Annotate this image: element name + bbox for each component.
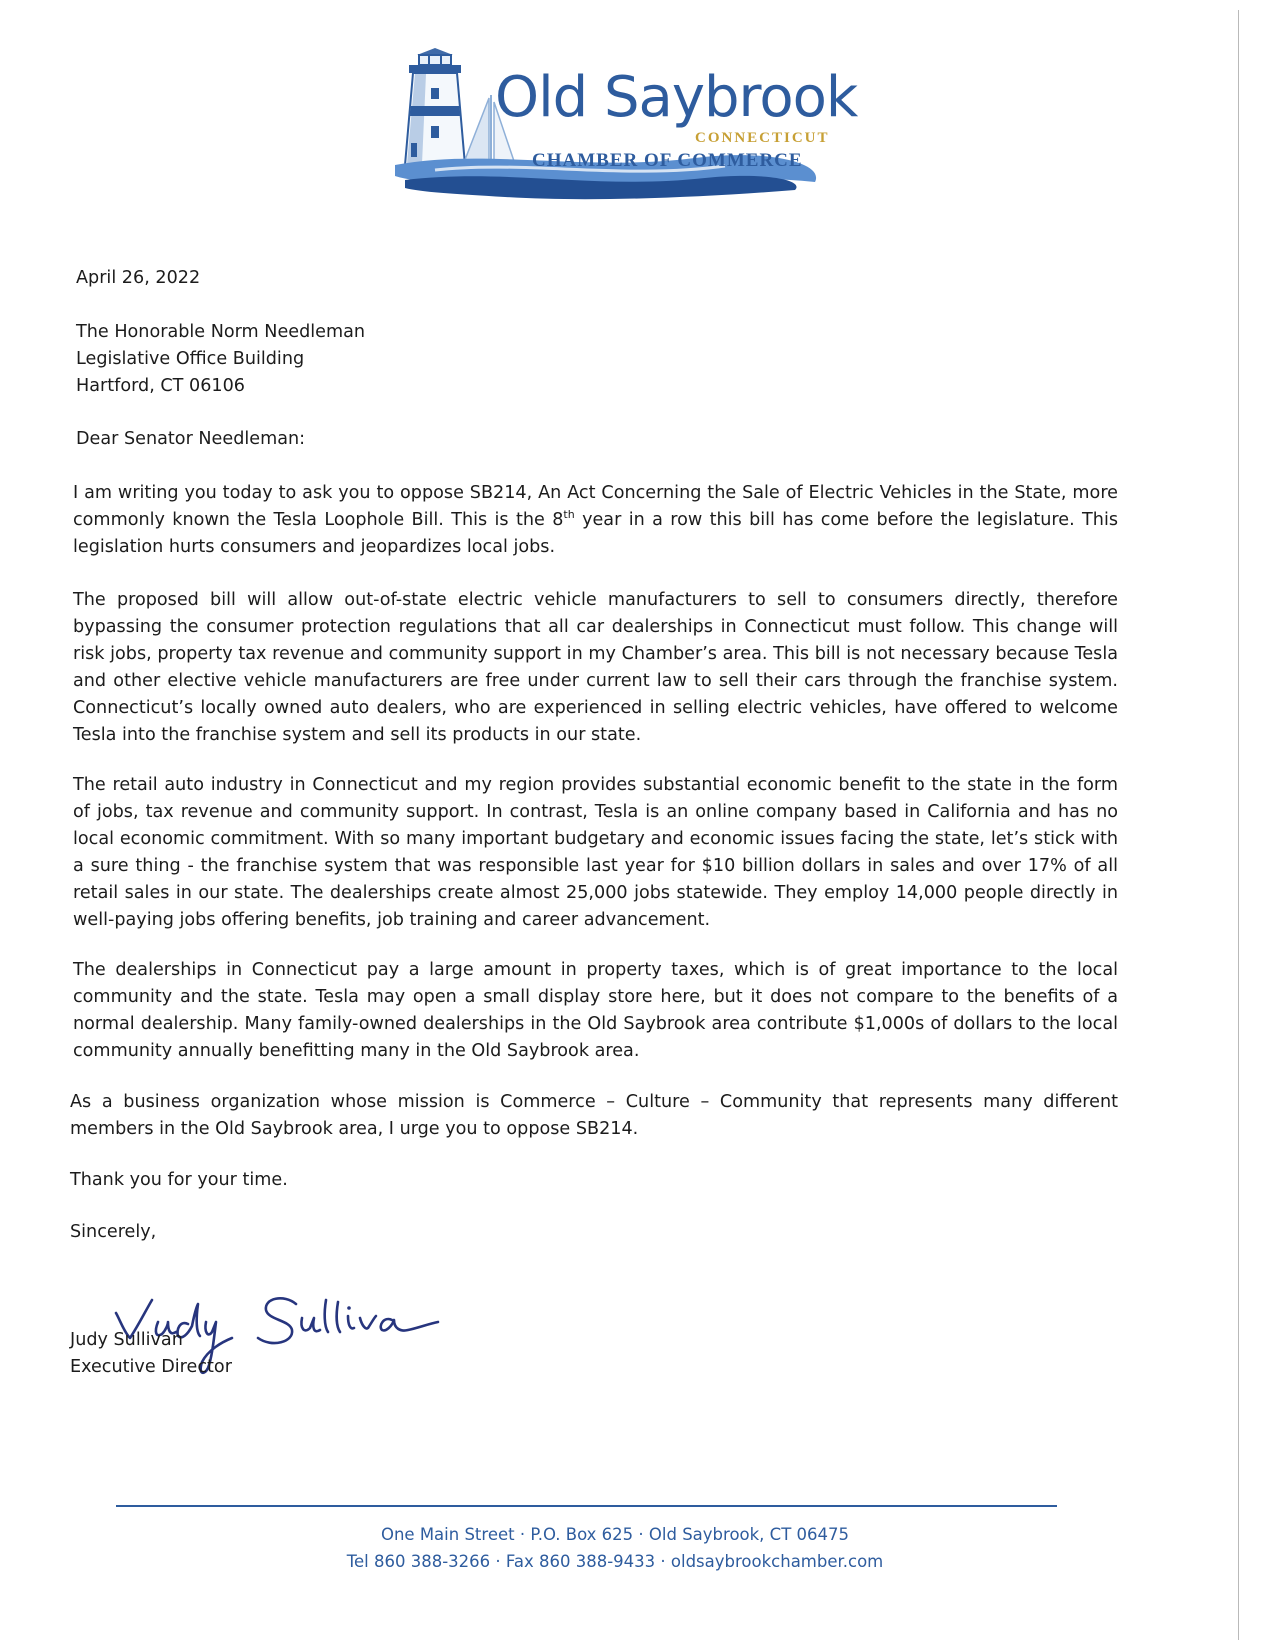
ordinal-suffix: th: [563, 508, 575, 522]
letterhead-logo: [395, 40, 870, 205]
thanks-line: Thank you for your time.: [70, 1170, 288, 1190]
paragraph-1: [73, 480, 1118, 561]
signer-block: [70, 1327, 232, 1381]
footer-divider: [116, 1505, 1057, 1507]
recipient-name: The Honorable Norm Needleman: [76, 322, 366, 342]
footer-address: One Main Street · P.O. Box 625 · Old Saybrook, CT 06475: [380, 1525, 850, 1544]
letter-date: April 26, 2022: [76, 268, 201, 288]
paragraph-5: As a business organization whose mission is Commerce – Culture – Community that represents many different members in the Old Saybrook area, I urge you to oppose SB214.: [70, 1092, 1118, 1139]
footer-contact: Tel 860 388-3266 · Fax 860 388-9433 · oldsaybrookchamber.com: [346, 1552, 884, 1571]
signer-title: Executive Director: [70, 1357, 232, 1377]
logo-chamber-label: CHAMBER OF COMMERCE: [532, 150, 803, 171]
chamber-name-logo: Old Saybrook: [495, 65, 858, 130]
salutation: Dear Senator Needleman:: [76, 429, 306, 449]
page-edge-line: [1238, 10, 1239, 1640]
paragraph-2: The proposed bill will allow out-of-state electric vehicle manufacturers to sell to consumers directly, therefore bypassing the consumer protection regulations that all car dealerships in Connecticut must follow. This change will risk jobs, property tax revenue and community support in my Chamber’s area. This bill is not necessary because Tesla and other elective vehicle manufacturers are free under current law to sell their cars through the franchise system. Connecticut’s locally owned auto dealers, who are experienced in selling electric vehicles, have offered to welcome Tesla into the franchise system and sell its products in our state.: [73, 590, 1118, 745]
paragraph-3: The retail auto industry in Connecticut and my region provides substantial economic benefit to the state in the form of jobs, tax revenue and community support. In contrast, Tesla is an online company based in California and has no local economic commitment. With so many important budgetary and economic issues facing the state, let’s stick with a sure thing - the franchise system that was responsible last year for $10 billion dollars in sales and over 17% of all retail sales in our state. The dealerships create almost 25,000 jobs statewide. They employ 14,000 people directly in well-paying jobs offering benefits, job training and career advancement.: [73, 775, 1118, 930]
closing-line: Sincerely,: [70, 1222, 157, 1242]
signer-name: Judy Sullivan: [70, 1330, 183, 1350]
logo-state-label: CONNECTICUT: [695, 130, 830, 146]
recipient-city-line: Hartford, CT 06106: [76, 376, 245, 396]
recipient-address: [76, 319, 365, 400]
paragraph-1-text-end: year in a row this bill has come before the legislature. This legislation hurts consumers and jeopardizes local jobs.: [73, 510, 1118, 557]
paragraph-1-text: I am writing you today to ask you to oppose SB214, An Act Concerning the Sale of Electric Vehicles in the State, more commonly known the Tesla Loophole Bill. This is the 8: [73, 483, 1118, 530]
paragraph-4: The dealerships in Connecticut pay a large amount in property taxes, which is of great importance to the local community and the state. Tesla may open a small display store here, but it does not compare to the benefits of a normal dealership. Many family-owned dealerships in the Old Saybrook area contribute $1,000s of dollars to the local community annually benefitting many in the Old Saybrook area.: [73, 960, 1118, 1061]
recipient-address-line: Legislative Office Building: [76, 349, 305, 369]
